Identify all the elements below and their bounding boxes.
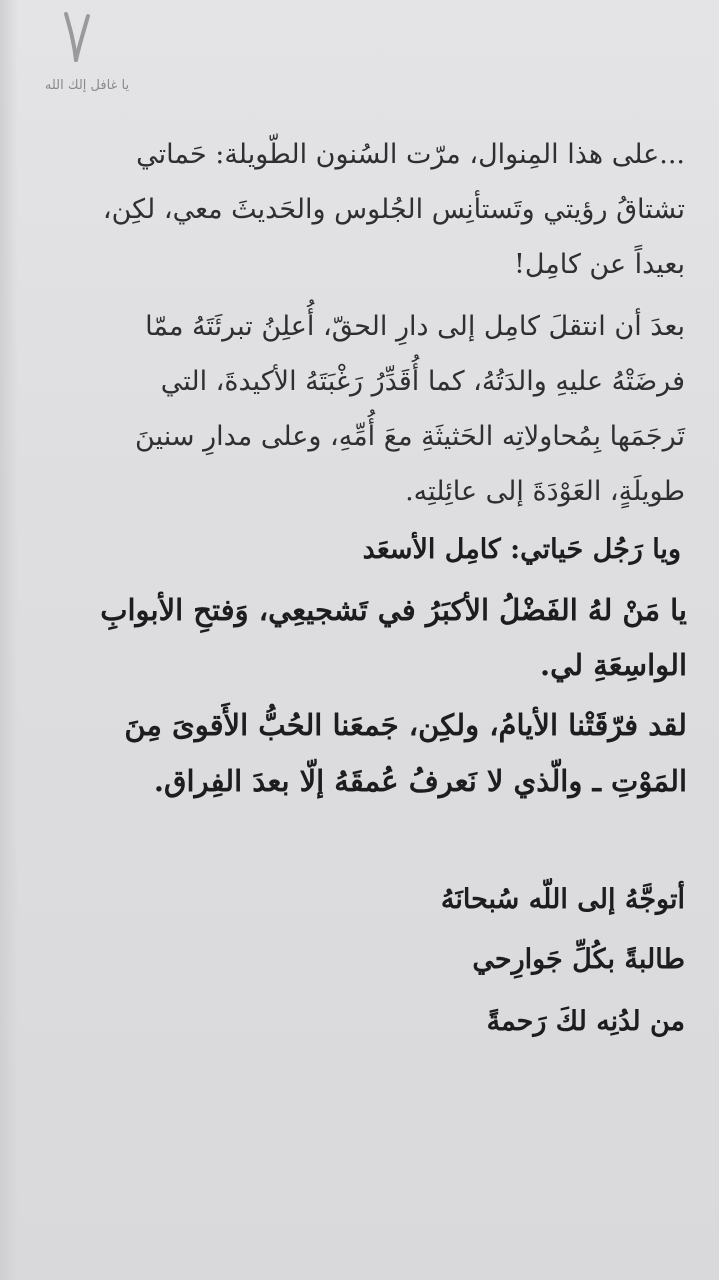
page-number-mark [52,8,98,68]
paragraph2-line-2: فرضَتْهُ عليهِ والدَتُهُ، كما أُقَدِّرُ رَغْبَتَهُ الأكيدةَ، التي [160,366,685,397]
paragraph2-line-3: تَرجَمَها بِمُحاولاتِه الحَثيثَةِ معَ أُمِّهِ، وعلى مدارِ سنينَ [135,421,685,452]
paragraph1-line-1: ...على هذا المِنوال، مرّت السُنون الطّويلة: حَماتي [136,139,685,170]
dedication-line-2: الواسِعَةِ لي. [540,648,687,682]
dedication-line-1: يا مَنْ لهُ الفَضْلُ الأكبَرُ في تَشجيعِي، وَفتحِ الأبوابِ [100,593,687,627]
paragraph2-line-4: طويلَةٍ، العَوْدَةَ إلى عائِلتِه. [405,476,685,507]
paragraph1-line-2: تشتاقُ رؤيتي وتَستأنِس الجُلوس والحَديثَ معي، لكِن، [102,194,685,225]
dedication-line-4: المَوْتِ ـ والّذي لا نَعرفُ عُمقَهُ إلّا بعدَ الفِراق. [153,764,687,798]
running-title: يا غافل إلك الله [44,78,130,93]
paragraph1-line-3: بعيداً عن كامِل! [513,249,685,280]
prayer-line-2: طالبةً بكُلِّ جَوارِحي [472,944,685,975]
page-edge-shadow [0,0,18,1280]
dedication-line-3: لقد فرّقَتْنا الأيامُ، ولكِن، جَمعَنا الحُبُّ الأَقوىَ مِنَ [124,708,687,742]
paragraph2-line-1: بعدَ أن انتقلَ كامِل إلى دارِ الحقّ، أُعلِنُ تبرئَتَهُ ممّا [145,311,685,342]
page-mark-glyph [52,8,98,68]
prayer-line-3: من لدُنِه لكَ رَحمةً [486,1006,685,1037]
dedication-heading: ويا رَجُل حَياتي: كامِل الأسعَد [362,534,681,565]
prayer-line-1: أتوجَّهُ إلى اللّه سُبحانَهُ [440,884,685,915]
